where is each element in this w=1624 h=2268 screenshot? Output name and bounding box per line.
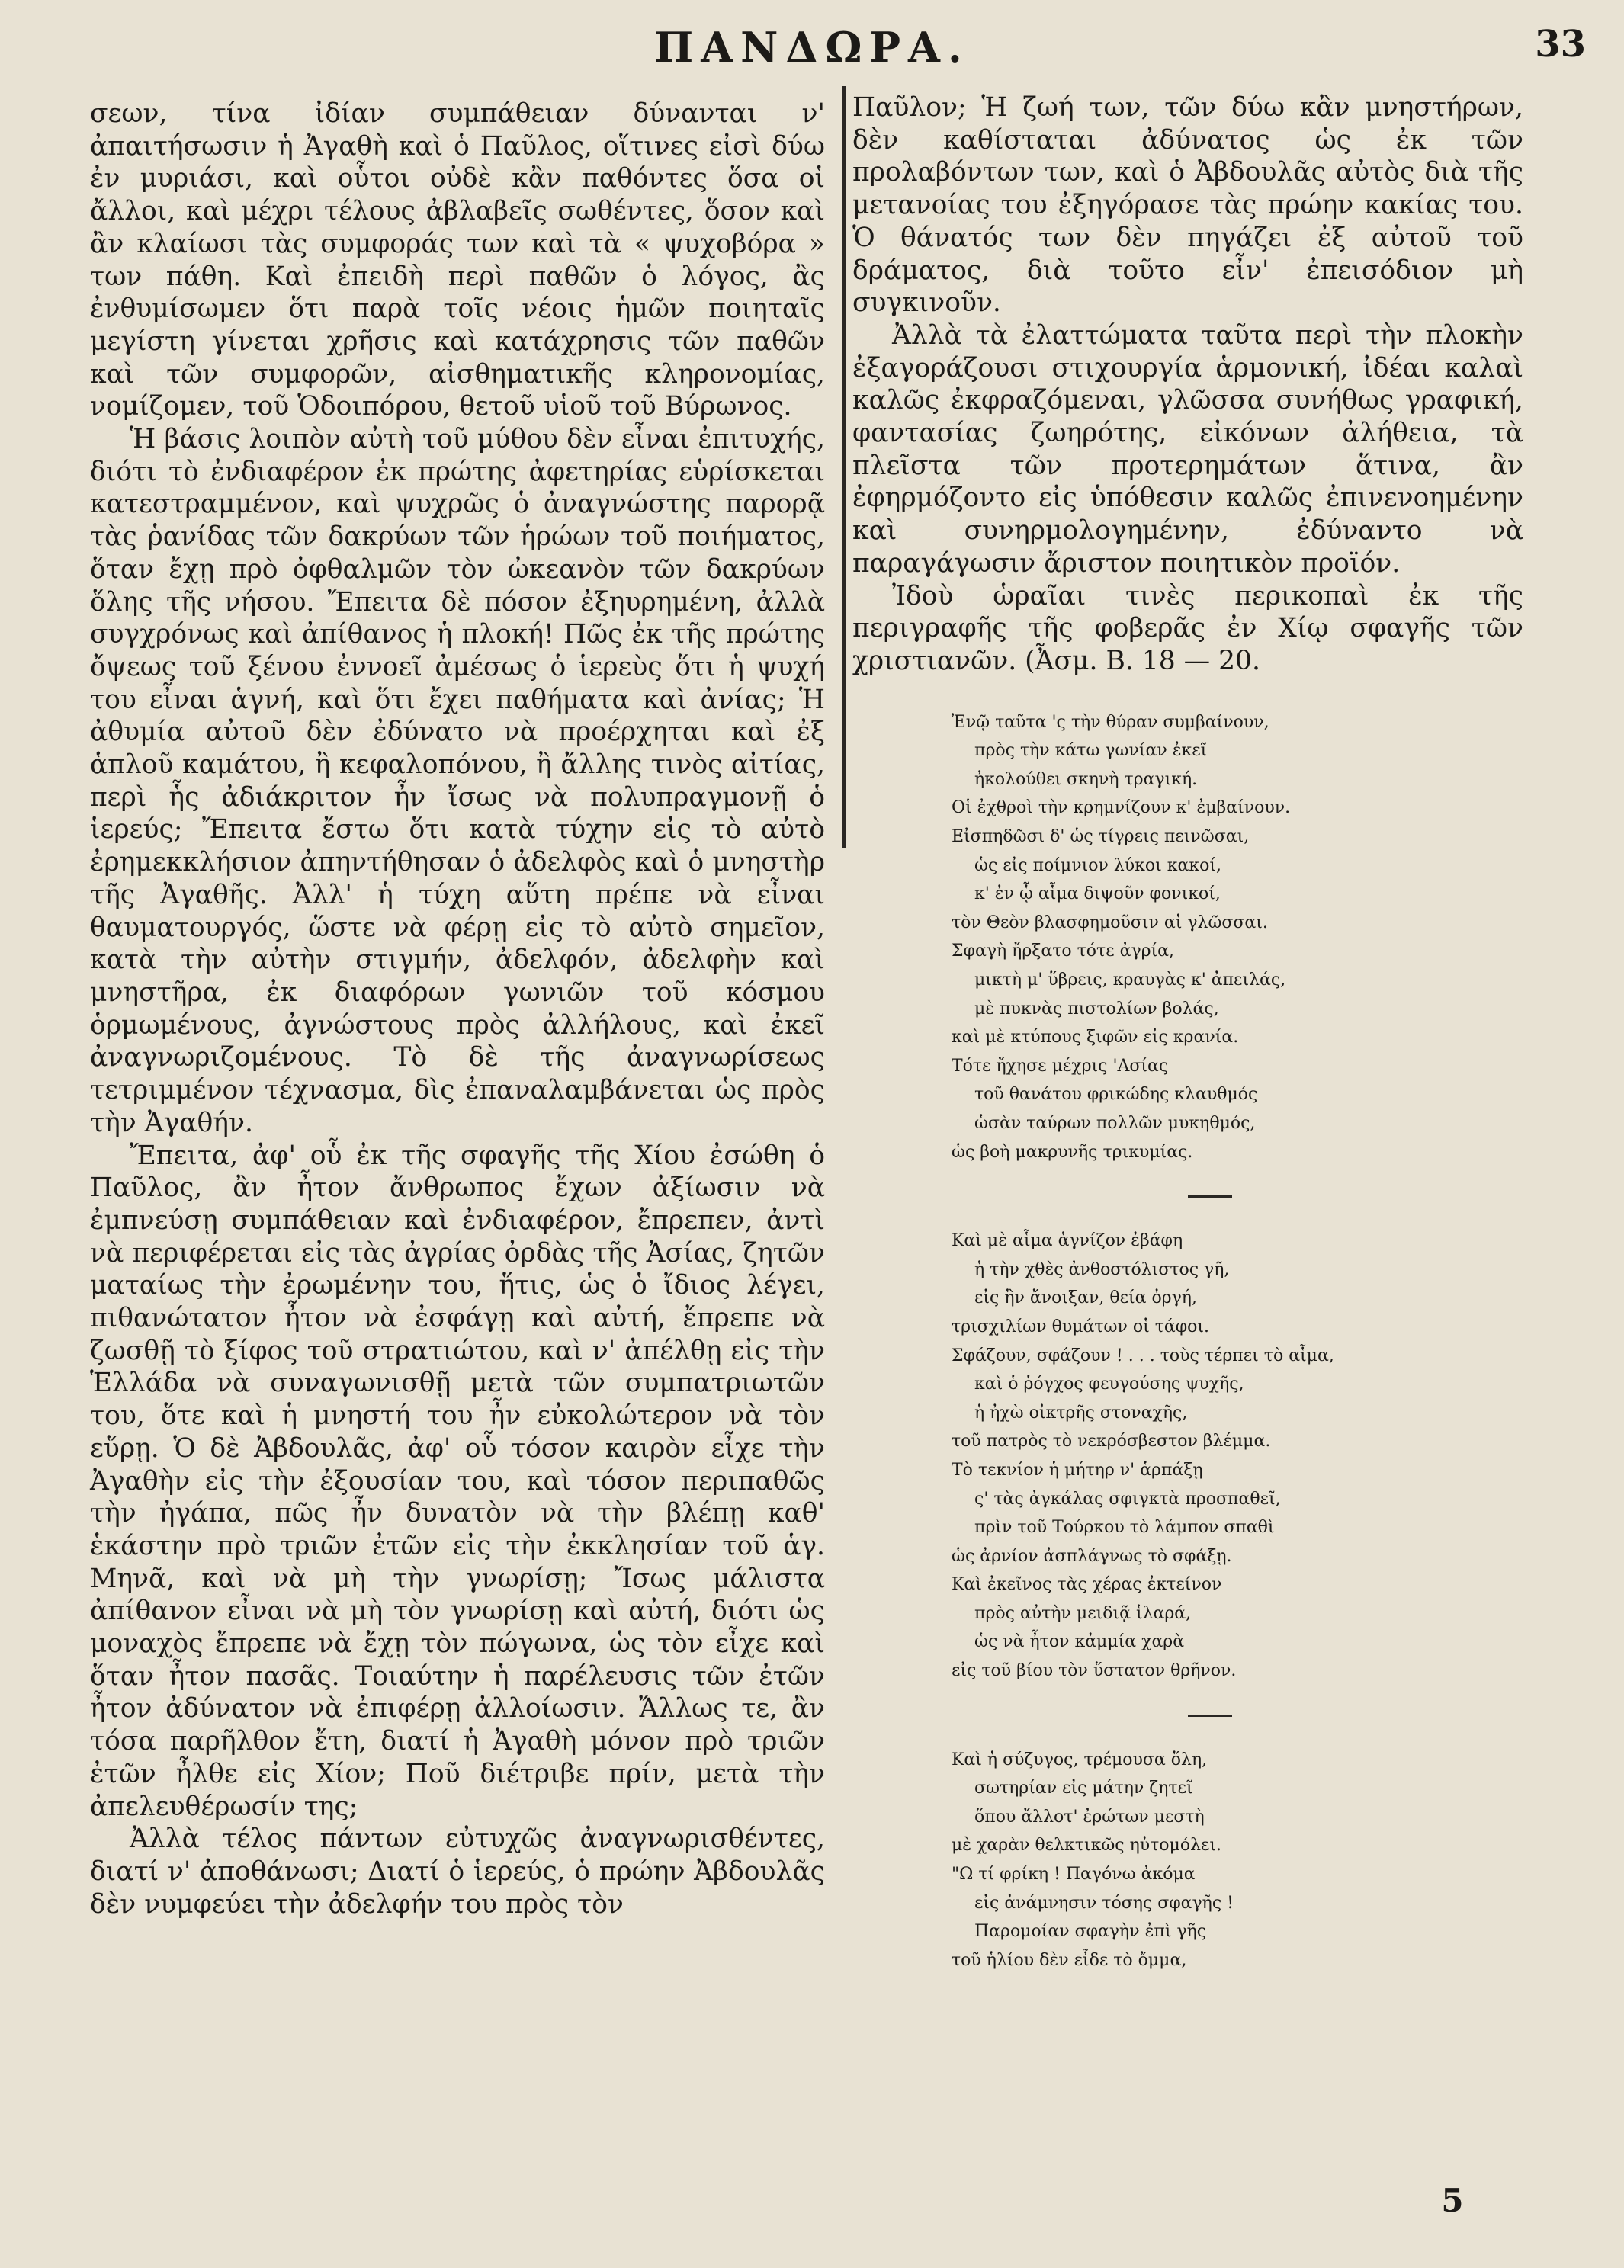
poem-line: ὡσὰν ταύρων πολλῶν μυκηθμός,: [974, 1113, 1256, 1133]
poem-line: Καὶ ἐκεῖνος τὰς χέρας ἐκτείνον: [952, 1575, 1222, 1595]
paragraph: Ἀλλὰ τὰ ἐλαττώματα ταῦτα περὶ τὴν πλοκὴν ἐξαγοράζουσι στιχουργία ἁρμονική, ἰδέαι καλαὶ καλῶς ἐκφραζόμεναι, γλῶσσα συνήθως γραφική, φαντασίας ζωηρότης, εἰκόνων ἀλήθεια, τὰ πλεῖστα τῶν προτερημάτων ἅτινα, ἂν ἐφηρμόζοντο εἰς ὑπόθεσιν καλῶς ἐπινενοημένην καὶ συνηρμολογημένην, ἐδύναντο νὰ παραγάγωσιν ἄριστον ποιητικὸν προϊόν.: [852, 319, 1523, 579]
poem-line: Σφαγὴ ἤρξατο τότε ἀγρία,: [952, 942, 1175, 961]
poem-line: εἰς ἣν ἄνοιξαν, θεία ὀργή,: [974, 1288, 1197, 1308]
poem-line: εἰς τοῦ βίου τὸν ὕστατον θρῆνον.: [952, 1661, 1237, 1681]
page-number: 33: [1535, 23, 1586, 66]
poem-line: ὡς ἀρνίον ἀσπλάγνως τὸ σφάξῃ.: [952, 1546, 1232, 1566]
poem-stanza: [852, 708, 1523, 1167]
poem-line: πρὶν τοῦ Τούρκου τὸ λάμπον σπαθὶ: [974, 1518, 1275, 1538]
poem-line: Ἐνῷ ταῦτα 'ς τὴν θύραν συμβαίνουν,: [952, 712, 1269, 732]
poem-line: πρὸς αὐτὴν μειδιᾷ ἱλαρά,: [974, 1603, 1192, 1623]
poem-line: πρὸς τὴν κάτω γωνίαν ἐκεῖ: [974, 741, 1208, 761]
poem-line: κ' ἐν ᾧ αἷμα διψοῦν φονικοί,: [974, 884, 1221, 904]
poem-line: Σφάζουν, σφάζουν ! . . . τοὺς τέρπει τὸ αἷμα,: [952, 1346, 1334, 1365]
poem-line: μικτὴ μ' ὕβρεις, κραυγὰς κ' ἀπειλάς,: [974, 970, 1286, 990]
poem-line: ὡς εἰς ποίμνιον λύκοι κακοί,: [974, 855, 1221, 875]
poem-line: Εἰσπηδῶσι δ' ὡς τίγρεις πεινῶσαι,: [952, 827, 1250, 847]
running-title: ΠΑΝΔΩΡΑ.: [654, 23, 970, 72]
paragraph: Ἰδοὺ ὡραῖαι τινὲς περικοπαὶ ἐκ τῆς περιγραφῆς τῆς φοβερᾶς ἐν Χίῳ σφαγῆς τῶν χριστιανῶν. (Ἆσμ. Β. 18 — 20.: [852, 580, 1523, 676]
signature-mark: 5: [1441, 2182, 1464, 2219]
poem-line: τοῦ θανάτου φρικώδης κλαυθμός: [974, 1085, 1258, 1105]
stanza-separator: [1188, 1715, 1232, 1717]
stanza-separator: [1188, 1195, 1232, 1198]
paragraph: Ἡ βάσις λοιπὸν αὐτὴ τοῦ μύθου δὲν εἶναι ἐπιτυχής, διότι τὸ ἐνδιαφέρον ἐκ πρώτης ἀφετηρίας εὑρίσκεται κατεστραμμένον, καὶ ψυχρῶς ὁ ἀναγνώστης παρορᾷ τὰς ῥανίδας τῶν δακρύων τῶν ἡρώων τοῦ ποιήματος, ὅταν ἔχῃ πρὸ ὀφθαλμῶν τὸν ὠκεανὸν τῶν δακρύων ὅλης τῆς νήσου. Ἔπειτα δὲ πόσον ἐξηυρημένη, ἀλλὰ συγχρόνως καὶ ἀπίθανος ἡ πλοκή! Πῶς ἐκ τῆς πρώτης ὄψεως τοῦ ξένου ἐννοεῖ ἀμέσως ὁ ἱερεὺς ὅτι ἡ ψυχή του εἶναι ἁγνή, καὶ ὅτι ἔχει παθήματα καὶ ἀνίας; Ἡ ἀθυμία αὐτοῦ δὲν ἐδύνατο νὰ προέρχηται καὶ ἐξ ἁπλοῦ καμάτου, ἢ κεφαλοπόνου, ἢ ἄλλης τινὸς αἰτίας, περὶ ἧς ἀδιάκριτον ἦν ἴσως νὰ πολυπραγμονῇ ὁ ἱερεύς; Ἔπειτα ἔστω ὅτι κατὰ τύχην εἰς τὸ αὐτὸ ἐρημεκκλήσιον ἀπηντήθησαν ὁ ἀδελφὸς καὶ ὁ μνηστὴρ τῆς Ἀγαθῆς. Ἀλλ' ἡ τύχη αὕτη πρέπε νὰ εἶναι θαυματουργός, ὥστε νὰ φέρῃ εἰς τὸ αὐτὸ σημεῖον, κατὰ τὴν αὐτὴν στιγμήν, ἀδελφόν, ἀδελφὴν καὶ μνηστῆρα, ἐκ διαφόρων γωνιῶν τοῦ κόσμου ὁρμωμένους, ἀγνώστους πρὸς ἀλλήλους, καὶ ἐκεῖ ἀναγνωριζομένους. Τὸ δὲ τῆς ἀναγνωρίσεως τετριμμένον τέχνασμα, δὶς ἐπαναλαμβάνεται ὡς πρὸς τὴν Ἀγαθήν.: [90, 424, 825, 1138]
poem-line: τὸν Θεὸν βλασφημοῦσιν αἱ γλῶσσαι.: [952, 913, 1268, 932]
poem-line: καὶ μὲ κτύπους ξιφῶν εἰς κρανία.: [952, 1028, 1239, 1047]
poem-line: ἡ τὴν χθὲς ἀνθοστόλιστος γῆ,: [974, 1259, 1230, 1279]
poem-line: Καὶ μὲ αἷμα ἁγνίζον ἐβάφη: [952, 1231, 1183, 1251]
poem-line: Οἱ ἐχθροὶ τὴν κρημνίζουν κ' ἐμβαίνουν.: [952, 798, 1291, 818]
poem-line: μὲ πυκνὰς πιστολίων βολάς,: [974, 999, 1219, 1019]
poem-line: εἰς ἀνάμνησιν τόσης σφαγῆς !: [974, 1893, 1234, 1913]
poem-line: μὲ χαρὰν θελκτικῶς ηὐτομόλει.: [952, 1836, 1222, 1856]
paragraph: Ἀλλὰ τέλος πάντων εὐτυχῶς ἀναγνωρισθέντες, διατί ν' ἀποθάνωσι; Διατί ὁ ἱερεύς, ὁ πρώην Ἀβδουλᾶς δὲν νυμφεύει τὴν ἀδελφήν του πρὸς τὸν: [90, 1824, 825, 1920]
poem-line: σωτηρίαν εἰς μάτην ζητεῖ: [974, 1779, 1193, 1798]
poem-stanza: [852, 1227, 1523, 1686]
poem-line: ς' τὰς ἀγκάλας σφιγκτὰ προσπαθεῖ,: [974, 1489, 1281, 1509]
poem-line: ὅπου ἄλλοτ' ἐρώτων μεστὴ: [974, 1807, 1205, 1827]
poem-line: ἠκολούθει σκηνὴ τραγική.: [974, 769, 1198, 789]
poem-line: ἡ ἠχὼ οἰκτρῆς στοναχῆς,: [974, 1403, 1188, 1423]
poem-line: τοῦ πατρὸς τὸ νεκρόσβεστον βλέμμα.: [952, 1432, 1271, 1452]
column-divider: [842, 86, 846, 848]
poem-line: Καὶ ἡ σύζυγος, τρέμουσα ὅλη,: [952, 1750, 1208, 1769]
paragraph: Ἔπειτα, ἀφ' οὗ ἐκ τῆς σφαγῆς τῆς Χίου ἐσώθη ὁ Παῦλος, ἂν ἦτον ἄνθρωπος ἔχων ἀξίωσιν νὰ ἐμπνεύσῃ συμπάθειαν καὶ ἐνδιαφέρον, ἔπρεπεν, ἀντὶ νὰ περιφέρεται εἰς τὰς ἀγρίας ὀρδὰς τῆς Ἀσίας, ζητῶν ματαίως τὴν ἐρωμένην του, ἥτις, ὡς ὁ ἴδιος λέγει, πιθανώτατον ἦτον νὰ ἐσφάγῃ καὶ αὐτή, ἔπρεπε νὰ ζωσθῇ τὸ ξίφος τοῦ στρατιώτου, καὶ ν' ἀπέλθῃ εἰς τὴν Ἑλλάδα νὰ συναγωνισθῇ μετὰ τῶν συμπατριωτῶν του, ὅτε καὶ ἡ μνηστή του ἦν εὐκολώτερον νὰ τὸν εὕρῃ. Ὁ δὲ Ἀβδουλᾶς, ἀφ' οὗ τόσον καιρὸν εἶχε τὴν Ἀγαθὴν εἰς τὴν ἐξουσίαν του, καὶ τόσον περιπαθῶς τὴν ἠγάπα, πῶς ἦν δυνατὸν νὰ τὴν βλέπῃ καθ' ἑκάστην πρὸ τριῶν ἐτῶν εἰς τὴν ἐκκλησίαν τοῦ ἁγ. Μηνᾶ, καὶ νὰ μὴ τὴν γνωρίσῃ; Ἴσως μάλιστα ἀπίθανον εἶναι νὰ μὴ τὸν γνωρίσῃ καὶ αὐτή, διότι ὡς μοναχὸς ἔπρεπε νὰ ἔχῃ τὸν πώγωνα, ὡς τὸν εἶχε καὶ ὅταν ἦτον πασᾶς. Τοιαύτην ἡ παρέλευσις τῶν ἐτῶν ἦτον ἀδύνατον νὰ ἐπιφέρῃ ἀλλοίωσιν. Ἄλλως τε, ἂν τόσα παρῆλθον ἔτη, διατί ἡ Ἀγαθὴ μόνον πρὸ τριῶν ἐτῶν ἦλθε εἰς Χίον; Ποῦ διέτριβε πρίν, μετὰ τὴν ἀπελευθέρωσίν της;: [90, 1140, 825, 1822]
right-column: [852, 91, 1523, 1974]
poem-line: Παρομοίαν σφαγὴν ἐπὶ γῆς: [974, 1922, 1207, 1942]
poem-line: Τότε ἤχησε μέχρις 'Ασίας: [952, 1056, 1169, 1076]
poem-line: ὡς βοὴ μακρυνῆς τρικυμίας.: [952, 1142, 1193, 1162]
poem-line: καὶ ὁ ῥόγχος φευγούσης ψυχῆς,: [974, 1375, 1244, 1394]
poem-line: ὡς νὰ ἦτον κἀμμία χαρὰ: [974, 1632, 1185, 1652]
poem-line: "Ω τί φρίκη ! Παγόνω ἀκόμα: [952, 1865, 1196, 1885]
left-column: [90, 98, 825, 1920]
poem-stanza: [852, 1746, 1523, 1975]
poem-line: τοῦ ἡλίου δὲν εἶδε τὸ ὄμμα,: [952, 1950, 1187, 1970]
paragraph: Παῦλον; Ἡ ζωή των, τῶν δύω κἂν μνηστήρων, δὲν καθίσταται ἀδύνατος ὡς ἐκ τῶν προλαβόντων των, καὶ ὁ Ἀβδουλᾶς αὐτὸς διὰ τῆς μετανοίας του ἐξηγόρασε τὰς πρώην κακίας του. Ὁ θάνατός των δὲν πηγάζει ἐξ αὐτοῦ τοῦ δράματος, διὰ τοῦτο εἶν' ἐπεισόδιον μὴ συγκινοῦν.: [852, 92, 1523, 319]
poem-line: τρισχιλίων θυμάτων οἱ τάφοι.: [952, 1317, 1209, 1336]
poem-line: Τὸ τεκνίον ἡ μήτηρ ν' ἁρπάξῃ: [952, 1460, 1203, 1480]
paragraph: σεων, τίνα ἰδίαν συμπάθειαν δύνανται ν' ἀπαιτήσωσιν ἡ Ἀγαθὴ καὶ ὁ Παῦλος, οἵτινες εἰσὶ δύω ἐν μυριάσι, καὶ οὗτοι οὐδὲ κἂν παθόντες ὅσα οἱ ἄλλοι, καὶ μέχρι τέλους ἀβλαβεῖς σωθέντες, ὅσον καὶ ἂν κλαίωσι τὰς συμφοράς των καὶ τὰ « ψυχοβόρα » των πάθη. Καὶ ἐπειδὴ περὶ παθῶν ὁ λόγος, ἂς ἐνθυμίσωμεν ὅτι παρὰ τοῖς νέοις ἡμῶν ποιηταῖς μεγίστη γίνεται χρῆσις καὶ κατάχρησις τῶν παθῶν καὶ τῶν συμφορῶν, αἰσθηματικῆς κληρονομίας, νομίζομεν, τοῦ Ὁδοιπόρου, θετοῦ υἱοῦ τοῦ Βύρωνος.: [90, 98, 825, 422]
poem: [852, 708, 1523, 1975]
